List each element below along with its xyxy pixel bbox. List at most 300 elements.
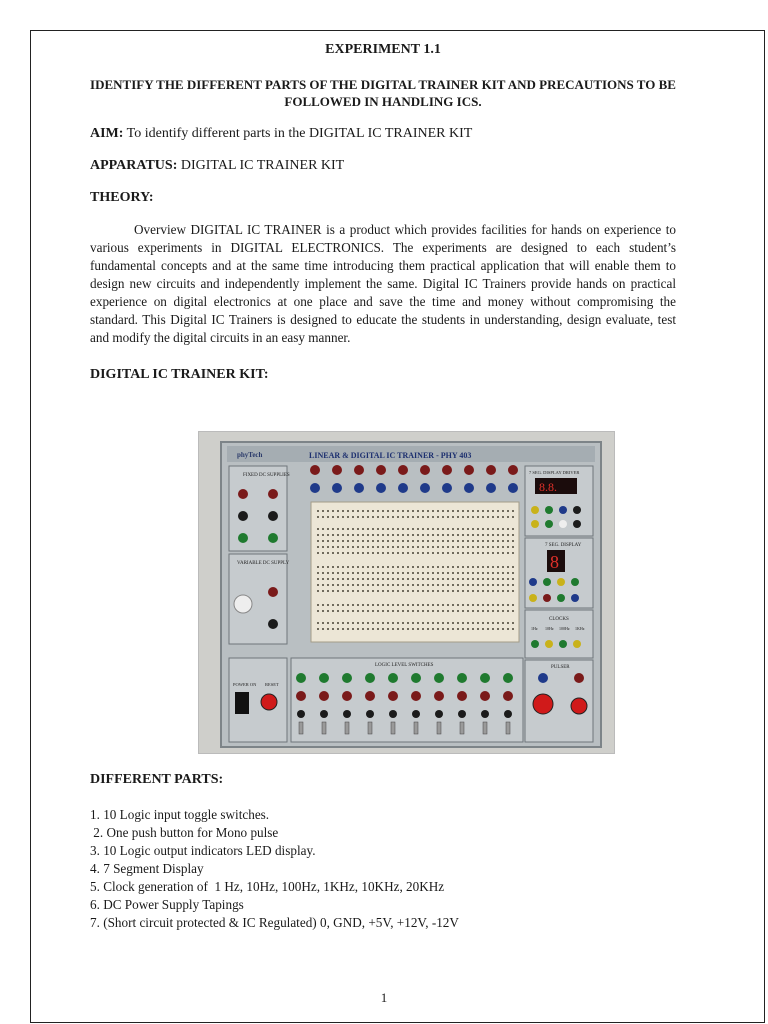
breadboard-hole bbox=[472, 510, 474, 512]
breadboard-hole bbox=[487, 584, 489, 586]
output-socket bbox=[420, 465, 430, 475]
breadboard-hole bbox=[422, 552, 424, 554]
logic-socket bbox=[342, 673, 352, 683]
breadboard-hole bbox=[422, 566, 424, 568]
breadboard-hole bbox=[372, 566, 374, 568]
breadboard-hole bbox=[422, 540, 424, 542]
breadboard-hole bbox=[447, 590, 449, 592]
toggle-switch bbox=[368, 722, 372, 734]
breadboard-hole bbox=[337, 578, 339, 580]
breadboard-hole bbox=[432, 604, 434, 606]
breadboard-hole bbox=[477, 584, 479, 586]
breadboard-hole bbox=[332, 566, 334, 568]
breadboard-hole bbox=[342, 584, 344, 586]
toggle-switch bbox=[460, 722, 464, 734]
breadboard-hole bbox=[492, 510, 494, 512]
breadboard-hole bbox=[332, 622, 334, 624]
logic-socket bbox=[458, 710, 466, 718]
breadboard-hole bbox=[317, 628, 319, 630]
breadboard-hole bbox=[372, 516, 374, 518]
breadboard-hole bbox=[432, 628, 434, 630]
breadboard-hole bbox=[382, 604, 384, 606]
breadboard-hole bbox=[367, 534, 369, 536]
breadboard-hole bbox=[507, 578, 509, 580]
breadboard-hole bbox=[462, 590, 464, 592]
breadboard-hole bbox=[457, 566, 459, 568]
toggle-switch bbox=[322, 722, 326, 734]
theory-paragraph: Overview DIGITAL IC TRAINER is a product which provides facilities for hands on experience to various experiments in DIGITAL ELECTRONICS. The experiments are designed to each student’s fundamental concepts and at the same time introducing them practical application that will enable them to design new circuits and independently implement the same. Digital IC Trainers provide hands on practical experience on digital electronics at one place and save the time and money without compromising the standard. This Digital IC Trainers is designed to educate the students in understanding, design evaluate, test and modify the digital circuits in an easy manner. bbox=[90, 222, 676, 345]
breadboard-hole bbox=[367, 604, 369, 606]
breadboard-hole bbox=[387, 566, 389, 568]
breadboard-hole bbox=[357, 578, 359, 580]
breadboard-hole bbox=[402, 628, 404, 630]
breadboard-hole bbox=[342, 572, 344, 574]
breadboard-hole bbox=[382, 584, 384, 586]
breadboard-hole bbox=[497, 528, 499, 530]
breadboard-hole bbox=[352, 584, 354, 586]
breadboard-hole bbox=[362, 534, 364, 536]
breadboard-hole bbox=[482, 628, 484, 630]
breadboard-hole bbox=[377, 572, 379, 574]
breadboard-hole bbox=[317, 584, 319, 586]
breadboard-hole bbox=[467, 546, 469, 548]
breadboard-hole bbox=[337, 590, 339, 592]
breadboard-hole bbox=[487, 552, 489, 554]
breadboard-hole bbox=[342, 528, 344, 530]
breadboard-hole bbox=[457, 552, 459, 554]
logic-socket bbox=[435, 710, 443, 718]
breadboard-hole bbox=[387, 622, 389, 624]
clock-value: 10Hz bbox=[545, 626, 554, 631]
breadboard-hole bbox=[362, 552, 364, 554]
breadboard-hole bbox=[477, 604, 479, 606]
breadboard-hole bbox=[457, 572, 459, 574]
breadboard-hole bbox=[317, 572, 319, 574]
breadboard-hole bbox=[407, 604, 409, 606]
breadboard-hole bbox=[362, 546, 364, 548]
toggle-switch bbox=[483, 722, 487, 734]
breadboard-hole bbox=[322, 546, 324, 548]
breadboard-hole bbox=[437, 552, 439, 554]
clocks-label: CLOCKS bbox=[549, 617, 569, 622]
breadboard-hole bbox=[322, 566, 324, 568]
breadboard-hole bbox=[462, 610, 464, 612]
breadboard-hole bbox=[452, 510, 454, 512]
breadboard-hole bbox=[422, 516, 424, 518]
breadboard-hole bbox=[417, 610, 419, 612]
breadboard-hole bbox=[427, 528, 429, 530]
breadboard-hole bbox=[397, 510, 399, 512]
breadboard-hole bbox=[507, 566, 509, 568]
breadboard-hole bbox=[442, 572, 444, 574]
breadboard-hole bbox=[452, 578, 454, 580]
logic-socket bbox=[343, 710, 351, 718]
breadboard-hole bbox=[447, 578, 449, 580]
breadboard-hole bbox=[467, 584, 469, 586]
breadboard-hole bbox=[477, 628, 479, 630]
output-socket bbox=[354, 465, 364, 475]
breadboard-hole bbox=[447, 552, 449, 554]
breadboard-hole bbox=[422, 528, 424, 530]
clock-value: 1KHz bbox=[575, 626, 585, 631]
breadboard-hole bbox=[407, 590, 409, 592]
breadboard-hole bbox=[487, 572, 489, 574]
breadboard-hole bbox=[417, 534, 419, 536]
breadboard-hole bbox=[402, 590, 404, 592]
breadboard-hole bbox=[362, 540, 364, 542]
breadboard-hole bbox=[322, 578, 324, 580]
breadboard-hole bbox=[372, 528, 374, 530]
breadboard-hole bbox=[507, 590, 509, 592]
breadboard-hole bbox=[337, 534, 339, 536]
breadboard-hole bbox=[507, 546, 509, 548]
breadboard-hole bbox=[387, 516, 389, 518]
breadboard-hole bbox=[472, 590, 474, 592]
breadboard-hole bbox=[427, 610, 429, 612]
breadboard-hole bbox=[362, 510, 364, 512]
breadboard-hole bbox=[512, 528, 514, 530]
breadboard-hole bbox=[482, 566, 484, 568]
breadboard-hole bbox=[382, 566, 384, 568]
aim-label: AIM: bbox=[90, 126, 124, 141]
experiment-title: EXPERIMENT 1.1 bbox=[325, 42, 441, 57]
breadboard-hole bbox=[317, 534, 319, 536]
breadboard-hole bbox=[397, 552, 399, 554]
output-led bbox=[342, 691, 352, 701]
kit-heading: DIGITAL IC TRAINER KIT: bbox=[90, 367, 269, 382]
breadboard-hole bbox=[367, 566, 369, 568]
breadboard-hole bbox=[407, 566, 409, 568]
breadboard-hole bbox=[492, 578, 494, 580]
breadboard-hole bbox=[447, 628, 449, 630]
breadboard-hole bbox=[412, 528, 414, 530]
breadboard-hole bbox=[417, 578, 419, 580]
breadboard-hole bbox=[397, 572, 399, 574]
breadboard-hole bbox=[392, 584, 394, 586]
breadboard-hole bbox=[367, 540, 369, 542]
breadboard-hole bbox=[497, 540, 499, 542]
breadboard-hole bbox=[437, 604, 439, 606]
breadboard-hole bbox=[407, 628, 409, 630]
breadboard-hole bbox=[427, 578, 429, 580]
breadboard-hole bbox=[432, 590, 434, 592]
breadboard-hole bbox=[387, 584, 389, 586]
breadboard-hole bbox=[497, 552, 499, 554]
breadboard-hole bbox=[487, 578, 489, 580]
logic-socket bbox=[434, 673, 444, 683]
breadboard-hole bbox=[497, 604, 499, 606]
breadboard-hole bbox=[352, 546, 354, 548]
breadboard-hole bbox=[507, 516, 509, 518]
breadboard-hole bbox=[327, 566, 329, 568]
list-item: 1. 10 Logic input toggle switches. bbox=[90, 807, 270, 822]
breadboard-hole bbox=[317, 516, 319, 518]
breadboard-hole bbox=[502, 628, 504, 630]
breadboard-hole bbox=[387, 528, 389, 530]
breadboard-hole bbox=[412, 604, 414, 606]
breadboard-hole bbox=[482, 590, 484, 592]
breadboard-hole bbox=[397, 534, 399, 536]
breadboard-hole bbox=[447, 610, 449, 612]
breadboard-hole bbox=[492, 516, 494, 518]
breadboard-hole bbox=[417, 510, 419, 512]
breadboard-hole bbox=[327, 628, 329, 630]
breadboard-hole bbox=[437, 566, 439, 568]
breadboard-hole bbox=[417, 566, 419, 568]
power-label: POWER ON bbox=[233, 682, 257, 687]
breadboard-hole bbox=[372, 628, 374, 630]
breadboard-hole bbox=[422, 546, 424, 548]
breadboard-hole bbox=[347, 546, 349, 548]
breadboard-hole bbox=[372, 540, 374, 542]
output-socket bbox=[310, 465, 320, 475]
breadboard-hole bbox=[512, 628, 514, 630]
breadboard-hole bbox=[417, 604, 419, 606]
breadboard-hole bbox=[477, 578, 479, 580]
breadboard-hole bbox=[437, 528, 439, 530]
panel-title: LINEAR & DIGITAL IC TRAINER - PHY 403 bbox=[309, 451, 472, 460]
breadboard-hole bbox=[447, 540, 449, 542]
breadboard-hole bbox=[472, 540, 474, 542]
breadboard-hole bbox=[322, 552, 324, 554]
breadboard-hole bbox=[427, 590, 429, 592]
breadboard-hole bbox=[342, 566, 344, 568]
breadboard-hole bbox=[357, 604, 359, 606]
breadboard-hole bbox=[417, 552, 419, 554]
breadboard-hole bbox=[377, 578, 379, 580]
breadboard-hole bbox=[317, 622, 319, 624]
breadboard-hole bbox=[382, 578, 384, 580]
breadboard-hole bbox=[427, 534, 429, 536]
breadboard-hole bbox=[422, 622, 424, 624]
breadboard-hole bbox=[492, 552, 494, 554]
breadboard-hole bbox=[477, 622, 479, 624]
breadboard-hole bbox=[502, 510, 504, 512]
breadboard-hole bbox=[392, 622, 394, 624]
breadboard-hole bbox=[427, 604, 429, 606]
breadboard-hole bbox=[487, 546, 489, 548]
breadboard-hole bbox=[412, 552, 414, 554]
socket bbox=[268, 619, 278, 629]
breadboard-hole bbox=[492, 534, 494, 536]
breadboard-hole bbox=[382, 540, 384, 542]
breadboard-hole bbox=[507, 552, 509, 554]
breadboard-hole bbox=[362, 572, 364, 574]
breadboard-hole bbox=[322, 584, 324, 586]
breadboard-hole bbox=[347, 622, 349, 624]
breadboard-hole bbox=[447, 534, 449, 536]
breadboard-hole bbox=[387, 552, 389, 554]
breadboard-hole bbox=[477, 528, 479, 530]
breadboard-hole bbox=[422, 610, 424, 612]
breadboard-hole bbox=[417, 546, 419, 548]
breadboard-hole bbox=[462, 584, 464, 586]
breadboard-hole bbox=[512, 516, 514, 518]
breadboard-hole bbox=[482, 510, 484, 512]
breadboard-hole bbox=[332, 546, 334, 548]
breadboard-hole bbox=[352, 628, 354, 630]
breadboard-hole bbox=[407, 610, 409, 612]
breadboard-hole bbox=[447, 566, 449, 568]
breadboard-hole bbox=[482, 578, 484, 580]
breadboard-hole bbox=[342, 546, 344, 548]
breadboard-hole bbox=[487, 622, 489, 624]
toggle-switch bbox=[437, 722, 441, 734]
breadboard-hole bbox=[427, 552, 429, 554]
breadboard-hole bbox=[492, 610, 494, 612]
breadboard-hole bbox=[337, 552, 339, 554]
breadboard-hole bbox=[452, 552, 454, 554]
breadboard-hole bbox=[452, 610, 454, 612]
breadboard-hole bbox=[412, 590, 414, 592]
breadboard-hole bbox=[507, 528, 509, 530]
breadboard-hole bbox=[462, 528, 464, 530]
breadboard-hole bbox=[432, 572, 434, 574]
breadboard-hole bbox=[347, 590, 349, 592]
breadboard-hole bbox=[472, 578, 474, 580]
breadboard-hole bbox=[347, 604, 349, 606]
breadboard-hole bbox=[357, 552, 359, 554]
breadboard-hole bbox=[407, 552, 409, 554]
logic-socket bbox=[480, 673, 490, 683]
breadboard-hole bbox=[397, 590, 399, 592]
breadboard-hole bbox=[407, 546, 409, 548]
breadboard-hole bbox=[387, 590, 389, 592]
toggle-switch bbox=[506, 722, 510, 734]
breadboard-hole bbox=[427, 584, 429, 586]
breadboard-hole bbox=[367, 546, 369, 548]
breadboard-hole bbox=[347, 552, 349, 554]
breadboard-hole bbox=[332, 528, 334, 530]
breadboard-hole bbox=[377, 566, 379, 568]
breadboard-hole bbox=[392, 552, 394, 554]
socket bbox=[238, 511, 248, 521]
pulser-button bbox=[571, 698, 587, 714]
breadboard-hole bbox=[462, 622, 464, 624]
breadboard-hole bbox=[477, 566, 479, 568]
breadboard-hole bbox=[357, 528, 359, 530]
breadboard-hole bbox=[487, 510, 489, 512]
parts-list bbox=[90, 806, 650, 932]
breadboard-hole bbox=[377, 552, 379, 554]
breadboard-hole bbox=[407, 510, 409, 512]
breadboard-hole bbox=[462, 534, 464, 536]
breadboard-hole bbox=[362, 566, 364, 568]
breadboard-hole bbox=[402, 566, 404, 568]
breadboard-hole bbox=[392, 534, 394, 536]
breadboard-hole bbox=[387, 540, 389, 542]
breadboard-hole bbox=[482, 622, 484, 624]
breadboard-hole bbox=[372, 534, 374, 536]
breadboard-hole bbox=[337, 628, 339, 630]
breadboard-hole bbox=[422, 584, 424, 586]
breadboard-hole bbox=[432, 528, 434, 530]
breadboard-hole bbox=[447, 546, 449, 548]
breadboard-hole bbox=[512, 540, 514, 542]
breadboard-hole bbox=[392, 566, 394, 568]
breadboard-hole bbox=[332, 604, 334, 606]
breadboard-hole bbox=[357, 572, 359, 574]
breadboard-hole bbox=[467, 572, 469, 574]
breadboard-hole bbox=[337, 510, 339, 512]
breadboard-hole bbox=[422, 604, 424, 606]
knob bbox=[234, 595, 252, 613]
breadboard-hole bbox=[402, 578, 404, 580]
breadboard-hole bbox=[392, 528, 394, 530]
breadboard-hole bbox=[332, 534, 334, 536]
breadboard-hole bbox=[322, 534, 324, 536]
breadboard-hole bbox=[387, 510, 389, 512]
apparatus-label: APPARATUS: bbox=[90, 158, 178, 173]
breadboard-hole bbox=[462, 572, 464, 574]
breadboard-hole bbox=[362, 622, 364, 624]
breadboard-hole bbox=[482, 546, 484, 548]
breadboard-hole bbox=[402, 604, 404, 606]
breadboard-hole bbox=[507, 534, 509, 536]
breadboard-hole bbox=[432, 546, 434, 548]
breadboard-hole bbox=[497, 566, 499, 568]
breadboard-hole bbox=[497, 516, 499, 518]
output-socket bbox=[442, 483, 452, 493]
breadboard-hole bbox=[492, 528, 494, 530]
breadboard-hole bbox=[392, 572, 394, 574]
breadboard-hole bbox=[427, 572, 429, 574]
toggle-switch bbox=[345, 722, 349, 734]
breadboard-hole bbox=[462, 604, 464, 606]
breadboard-hole bbox=[452, 590, 454, 592]
breadboard-hole bbox=[437, 628, 439, 630]
breadboard-hole bbox=[327, 534, 329, 536]
breadboard-hole bbox=[477, 552, 479, 554]
breadboard-hole bbox=[512, 546, 514, 548]
breadboard-hole bbox=[322, 528, 324, 530]
breadboard-hole bbox=[397, 566, 399, 568]
breadboard-hole bbox=[412, 628, 414, 630]
logic-socket bbox=[481, 710, 489, 718]
breadboard-hole bbox=[347, 572, 349, 574]
breadboard-hole bbox=[512, 590, 514, 592]
breadboard-hole bbox=[402, 572, 404, 574]
breadboard-hole bbox=[377, 528, 379, 530]
breadboard-hole bbox=[422, 628, 424, 630]
breadboard-hole bbox=[432, 510, 434, 512]
breadboard-hole bbox=[367, 516, 369, 518]
power-switch bbox=[235, 692, 249, 714]
breadboard-hole bbox=[437, 584, 439, 586]
breadboard-hole bbox=[397, 540, 399, 542]
logic-socket bbox=[389, 710, 397, 718]
toggle-switch bbox=[391, 722, 395, 734]
output-socket bbox=[332, 465, 342, 475]
output-led bbox=[503, 691, 513, 701]
breadboard-hole bbox=[492, 572, 494, 574]
breadboard-hole bbox=[332, 628, 334, 630]
breadboard-hole bbox=[417, 572, 419, 574]
parts-heading: DIFFERENT PARTS: bbox=[90, 772, 224, 787]
breadboard-hole bbox=[467, 622, 469, 624]
breadboard-hole bbox=[332, 552, 334, 554]
breadboard-hole bbox=[427, 540, 429, 542]
breadboard-hole bbox=[372, 622, 374, 624]
breadboard-hole bbox=[457, 528, 459, 530]
output-socket bbox=[508, 465, 518, 475]
svg-text:8.8.: 8.8. bbox=[539, 480, 557, 494]
breadboard-hole bbox=[457, 628, 459, 630]
breadboard-hole bbox=[357, 540, 359, 542]
breadboard-hole bbox=[422, 578, 424, 580]
output-socket bbox=[354, 483, 364, 493]
breadboard-hole bbox=[457, 584, 459, 586]
